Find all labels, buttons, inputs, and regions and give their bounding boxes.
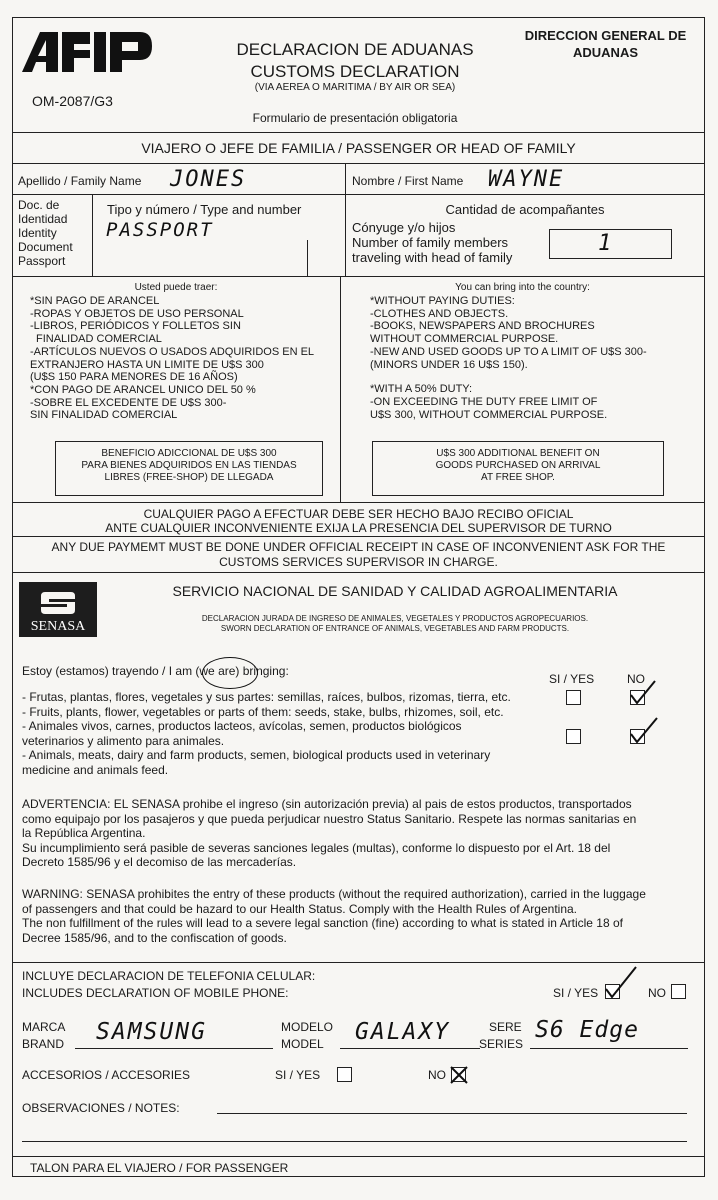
senasa-title: SERVICIO NACIONAL DE SANIDAD Y CALIDAD AGROALIMENTARIA: [172, 583, 618, 599]
title-en: CUSTOMS DECLARATION: [250, 62, 460, 81]
phone-no-label: NO: [648, 986, 666, 1000]
phone-decl-es: INCLUYE DECLARACION DE TELEFONIA CELULAR:: [22, 969, 316, 983]
first-name-value[interactable]: WAYNE: [488, 167, 565, 192]
brand-label-es: MARCA: [22, 1020, 66, 1034]
payment-es-1: CUALQUIER PAGO A EFECTUAR DEBE SER HECHO BAJO RECIBO OFICIAL: [143, 507, 574, 521]
plants-no-checkbox[interactable]: [630, 690, 645, 705]
animals-no-checkbox[interactable]: [630, 729, 645, 744]
brand-value[interactable]: SAMSUNG: [96, 1019, 207, 1045]
title-es: DECLARACION DE ADUANAS: [236, 40, 474, 59]
cross-mark-icon: [449, 1065, 469, 1085]
phone-yes-checkbox[interactable]: [605, 984, 620, 999]
mandatory-text: Formulario de presentación obligatoria: [252, 111, 458, 125]
warning-en: WARNING: SENASA prohibites the entry of these products (without the required authorization), carried in the luggage of passengers and that could be hazard to our Health Status. Comply with the Health Rules of Argentina. The non fulfillment of the rules will lead to a severe legal sanction (fine) according to what is stated in Article 18 of Decree 1585/96, and to the confiscation of goods.: [22, 887, 646, 945]
allowance-es-benefit: BENEFICIO ADICCIONAL DE U$S 300 PARA BIENES ADQUIRIDOS EN LAS TIENDAS LIBRES (FREE-SHOP) DE LLEGADA: [55, 441, 323, 496]
notes-line-1[interactable]: [217, 1113, 687, 1114]
companions-count-value: 1: [598, 231, 614, 256]
check-mark-icon: [629, 679, 659, 709]
companions-title: Cantidad de acompañantes: [445, 202, 605, 217]
model-value[interactable]: GALAXY: [355, 1019, 451, 1045]
brand-label-en: BRAND: [22, 1037, 65, 1051]
agency-line-1: DIRECCION GENERAL DE: [524, 28, 687, 43]
senasa-sub-2: SWORN DECLARATION OF ENTRANCE OF ANIMALS, VEGETABLES AND FARM PRODUCTS.: [220, 624, 570, 633]
passenger-stub-label: TALON PARA EL VIAJERO / FOR PASSENGER: [30, 1161, 289, 1175]
phone-no-checkbox[interactable]: [671, 984, 686, 999]
accessories-label: ACCESORIOS / ACCESORIES: [22, 1068, 191, 1082]
model-label-es: MODELO: [281, 1020, 334, 1034]
accessories-no-checkbox[interactable]: [451, 1067, 466, 1082]
accessories-si-yes-label: SI / YES: [275, 1068, 321, 1082]
afip-logo: [18, 30, 154, 74]
agency-line-2: ADUANAS: [573, 45, 638, 60]
check-mark-icon: [629, 716, 659, 746]
bringing-label: Estoy (estamos) trayendo / I am (we are) bringing:: [22, 664, 289, 678]
notes-line-2[interactable]: [22, 1141, 687, 1142]
senasa-si-yes-header: SI / YES: [549, 672, 595, 686]
payment-en-2: CUSTOMS SERVICES SUPERVISOR IN CHARGE.: [219, 555, 498, 569]
senasa-logo-text: SENASA: [30, 619, 86, 634]
companions-count-box[interactable]: [549, 229, 672, 259]
doc-type-value[interactable]: PASSPORT: [106, 219, 214, 241]
payment-es-2: ANTE CUALQUIER INCONVENIENTE EXIJA LA PRESENCIA DEL SUPERVISOR DE TURNO: [105, 521, 612, 535]
phone-decl-en: INCLUDES DECLARATION OF MOBILE PHONE:: [22, 986, 289, 1000]
senasa-sub-1: DECLARACION JURADA DE INGRESO DE ANIMALES, VEGETALES Y PRODUCTOS AGROPECUARIOS.: [201, 614, 589, 623]
phone-si-yes-label: SI / YES: [553, 986, 599, 1000]
form-code: OM-2087/G3: [32, 93, 113, 109]
plants-yes-checkbox[interactable]: [566, 690, 581, 705]
family-name-label: Apellido / Family Name: [18, 174, 142, 188]
allowance-en-benefit: U$S 300 ADDITIONAL BENEFIT ON GOODS PURCHASED ON ARRIVAL AT FREE SHOP.: [372, 441, 664, 496]
via-text: (VIA AEREA O MARITIMA / BY AIR OR SEA): [254, 82, 456, 93]
passenger-section-title: VIAJERO O JEFE DE FAMILIA / PASSENGER OR HEAD OF FAMILY: [141, 140, 576, 156]
senasa-no-header: NO: [627, 672, 645, 686]
doc-type-label: Tipo y número / Type and number: [107, 202, 302, 217]
accessories-no-label: NO: [428, 1068, 446, 1082]
allowance-en-list: *WITHOUT PAYING DUTIES: -CLOTHES AND OBJECTS. -BOOKS, NEWSPAPERS AND BROCHURES WITHOUT COMMERCIAL PURPOSE. -NEW AND USED GOODS UP TO A LIMIT OF U$S 300- (MINORS UNDER 16 U$S 150). *WITH A 50% DUTY: -ON EXCEEDING THE DUTY FREE LIMIT OF U$S 300, WITHOUT COMMERCIAL PURPOSE.: [370, 295, 647, 421]
series-label-en: SERIES: [479, 1037, 524, 1051]
we-are-circle: [202, 657, 258, 689]
series-value[interactable]: S6 Edge: [535, 1017, 639, 1043]
notes-label: OBSERVACIONES / NOTES:: [22, 1101, 180, 1115]
first-name-label: Nombre / First Name: [352, 174, 464, 188]
companions-en-1: Number of family members: [352, 235, 509, 250]
allowance-es-title: Usted puede traer:: [134, 282, 218, 293]
check-mark-icon: [606, 967, 636, 997]
companions-es: Cónyuge y/o hijos: [352, 220, 456, 235]
series-label-es: SERE: [489, 1020, 522, 1034]
warning-es: ADVERTENCIA: EL SENASA prohibe el ingreso (sin autorización previa) al pais de estos productos, transportados como equipajo por los pasajeros y que pueda perjudicar nuestro Status Sanitario. Respete las normas sanitarias en la República Argentina. Su incumplimiento será pasible de severas sanciones legales (multas), conforme lo dispuesto por el Art. 18 del Decreto 1585/96 y el decomiso de las mercaderías.: [22, 797, 637, 869]
payment-en-1: ANY DUE PAYMEMT MUST BE DONE UNDER OFFICIAL RECEIPT IN CASE OF INCONVENIENT ASK FOR THE: [51, 540, 666, 554]
allowance-en-title: You can bring into the country:: [455, 282, 590, 293]
senasa-logo: [19, 582, 97, 637]
model-label-en: MODEL: [281, 1037, 324, 1051]
family-name-value[interactable]: JONES: [170, 167, 247, 192]
allowance-es-list: *SIN PAGO DE ARANCEL -ROPAS Y OBJETOS DE USO PERSONAL -LIBROS, PERIÓDICOS Y FOLLETOS SIN FINALIDAD COMERCIAL -ARTÍCULOS NUEVOS O USADOS ADQUIRIDOS EN EL EXTRANJERO HASTA UN LIMITE DE U$S 300 (U$S 150 PARA MENORES DE 16 AÑOS) *CON PAGO DE ARANCEL UNICO DEL 50 % -SOBRE EL EXCEDENTE DE U$S 300- SIN FINALIDAD COMERCIAL: [30, 295, 315, 422]
senasa-items: - Frutas, plantas, flores, vegetales y sus partes: semillas, raíces, bulbos, rizomas, tierra, etc. - Fruits, plants, flower, vegetables or parts of them: seeds, stake, bulbs, rhizomes, soil, etc. - Animales vivos, carnes, productos lacteos, avícolas, semen, productos biológicos veterinarios y alimento para animales. - Animals, meats, dairy and farm products, semen, biological products used in veterinary medicine and animals feed.: [22, 690, 511, 777]
companions-en-2: traveling with head of family: [352, 250, 513, 265]
accessories-yes-checkbox[interactable]: [337, 1067, 352, 1082]
animals-yes-checkbox[interactable]: [566, 729, 581, 744]
doc-label: Doc. de Identidad Identity Document Passport: [18, 198, 73, 268]
